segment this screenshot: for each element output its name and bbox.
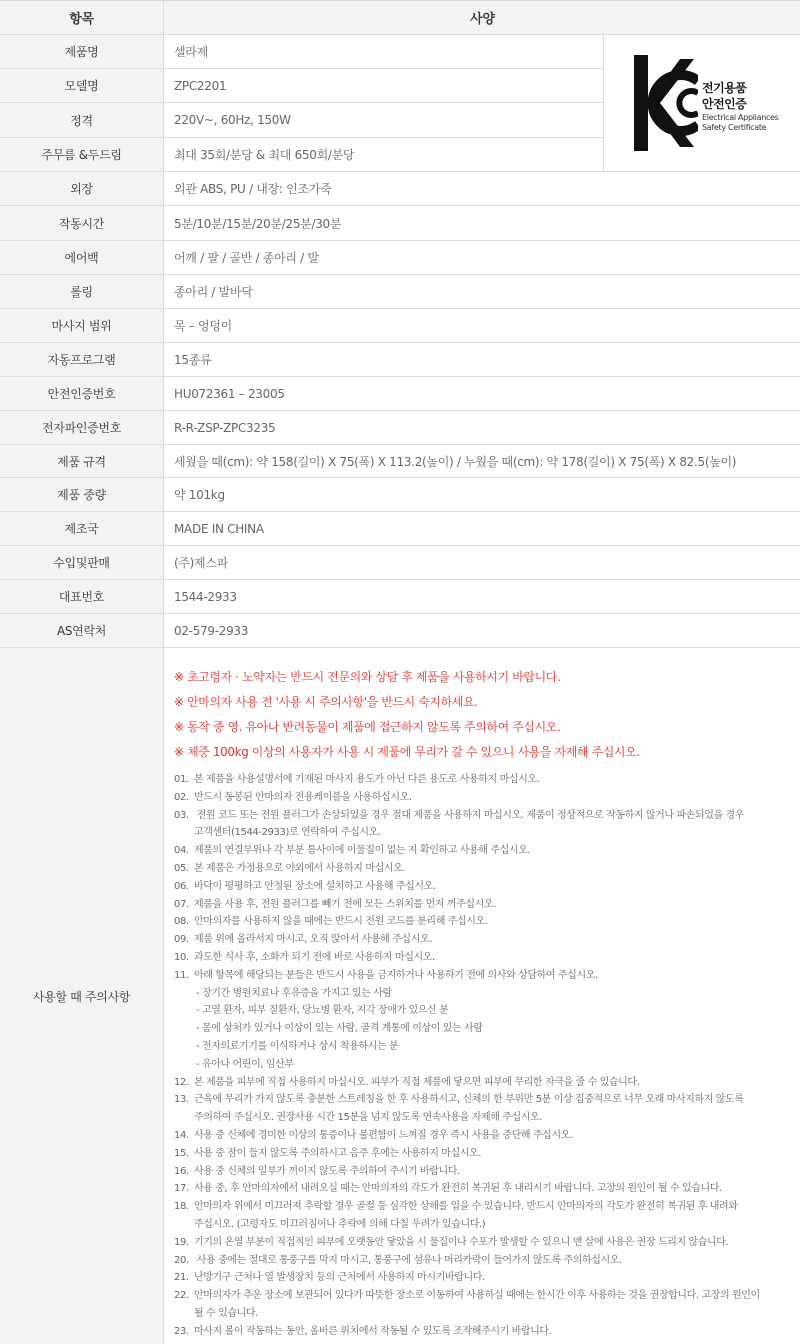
caution-note: [174, 1304, 258, 1319]
table-row: [0, 309, 800, 343]
note-number: 03.: [174, 809, 189, 821]
row-value: 목 – 엉덩이: [174, 319, 232, 333]
row-label: 롤링: [0, 275, 164, 308]
row-label: 제품명: [0, 35, 164, 68]
note-text: 본 제품을 사용설명서에 기재된 마사지 용도가 아닌 다른 용도로 사용하지 마십시오.: [194, 774, 540, 785]
caution-note: [174, 877, 436, 892]
caution-note: [174, 1233, 728, 1248]
table-row: [0, 478, 800, 512]
note-number: 07.: [174, 898, 189, 910]
note-number: 15.: [174, 1147, 189, 1159]
row-value: 15종류: [174, 353, 212, 367]
row-label: 작동시간: [0, 206, 164, 240]
row-value: 어깨 / 팔 / 골반 / 종아리 / 발: [174, 251, 319, 265]
row-label: 에어백: [0, 241, 164, 274]
note-text: 안마의자 위에서 미끄러져 추락할 경우 골절 등 심각한 상해를 입을 수 있습니다. 반드시 안마의자의 각도가 완전히 복귀된 후 내려와: [194, 1201, 738, 1213]
caution-note: [174, 930, 432, 945]
note-text: - 전자의료기기를 이식하거나 상시 착용하시는 분: [196, 1041, 399, 1052]
header-item: 항목: [0, 1, 164, 34]
note-text: 제품 위에 올라서지 마시고, 오직 앉아서 사용해 주십시오.: [194, 934, 432, 946]
row-value: HU072361 – 23005: [174, 386, 285, 401]
kc-label-2: 안전인증: [702, 97, 747, 111]
caution-note: [174, 788, 412, 803]
table-row: [0, 512, 800, 546]
row-label: 정격: [0, 103, 164, 137]
caution-note: [174, 948, 435, 963]
note-text: 고객센터(1544-2933)로 연락하여 주십시오.: [194, 827, 381, 839]
caution-note: [174, 1126, 573, 1141]
kc-label-3: Electrical Appliances: [702, 113, 779, 122]
table-row: [0, 275, 800, 309]
warning-line: ※ 안마의자 사용 전 '사용 시 주의사항'을 반드시 숙지하세요.: [174, 695, 478, 709]
warning-line: ※ 초고령자 · 노약자는 반드시 전문의와 상담 후 제품을 사용하시기 바랍니다.: [174, 670, 561, 684]
note-text: 반드시 동봉된 안마의자 전용케이블을 사용하십시오.: [194, 791, 412, 803]
note-number: 01.: [174, 774, 189, 785]
note-text: 될 수 있습니다.: [194, 1308, 258, 1319]
row-value: 220V~, 60Hz, 150W: [174, 113, 291, 127]
row-value: 02-579-2933: [174, 623, 249, 638]
note-text: - 고열 환자, 피부 질환자, 당뇨병 환자, 지각 장애가 있으신 분: [196, 1005, 449, 1017]
row-value: MADE IN CHINA: [174, 521, 264, 536]
caution-note: [174, 1197, 738, 1212]
note-text: 주의하여 주십시오. 권장사용 시간 15분을 넘지 않도록 연속사용을 자제해 주십시오.: [194, 1112, 543, 1124]
caution-note: [174, 1073, 639, 1088]
note-number: 23.: [174, 1325, 189, 1337]
note-text: - 장기간 병원치료나 후유증을 가지고 있는 사람: [196, 987, 392, 999]
note-number: 22.: [174, 1290, 189, 1302]
caution-note: [174, 823, 381, 838]
row-label: 제조국: [0, 512, 164, 545]
row-label: 제품 규격: [0, 445, 164, 477]
row-value: 외관 ABS, PU / 내장: 인조가죽: [174, 182, 332, 196]
caution-note: [174, 859, 405, 874]
note-text: 전원 코드 또는 전원 플러그가 손상되었을 경우 절대 제품을 사용하지 마십시오. 제품이 정상적으로 작동하지 않거나 파손되었을 경우: [194, 809, 745, 821]
note-number: 16.: [174, 1165, 189, 1177]
note-text: - 몸에 상처가 있거나 이상이 있는 사람, 골격 계통에 이상이 있는 사람: [196, 1023, 483, 1035]
caution-note: [174, 1055, 294, 1070]
row-value: (주)제스파: [174, 556, 228, 570]
row-value: 최대 35회/분당 & 최대 650회/분당: [174, 148, 355, 162]
table-row: [0, 580, 800, 614]
caution-note: [174, 1162, 460, 1177]
note-number: 06.: [174, 880, 189, 892]
caution-note: [174, 895, 496, 910]
note-text: 아래 항목에 해당되는 분들은 반드시 사용을 금지하거나 사용하기 전에 의사와 상담하여 주십시오.: [194, 969, 598, 981]
table-row: [0, 411, 800, 445]
caution-note: [174, 1001, 448, 1016]
row-label: 수입및판매: [0, 546, 164, 579]
note-text: 본 제품은 가정용으로 야외에서 사용하지 마십시오.: [194, 863, 406, 874]
note-number: 10.: [174, 952, 189, 963]
row-value: 세웠을 때(cm): 약 158(길이) X 75(폭) X 113.2(높이) / 누웠을 때(cm): 약 178(길이) X 75(폭) X 82.5(높이): [174, 454, 737, 469]
caution-note: [174, 1215, 485, 1230]
note-number: 17.: [174, 1183, 189, 1195]
note-text: 제품의 연결부위나 각 부분 틈사이에 이물질이 없는 지 확인하고 사용해 주십시오.: [194, 845, 531, 857]
kc-label-1: 전기용품: [702, 81, 747, 95]
note-text: 사용 중 신체에 경미한 이상의 통증이나 불편함이 느껴질 경우 즉시 사용을 중단해 주십시오.: [194, 1130, 573, 1141]
caution-note: [174, 1144, 481, 1159]
note-text: 바닥이 평평하고 안정된 장소에 설치하고 사용해 주십시오.: [194, 880, 436, 892]
note-text: - 유아나 어린이, 임산부: [196, 1058, 294, 1070]
note-text: 제품을 사용 후, 전원 플러그를 빼기 전에 모든 스위치를 먼저 꺼주십시오.: [194, 898, 496, 910]
table-row: [0, 445, 800, 478]
table-row: [0, 377, 800, 411]
note-text: 사용 중에는 절대로 통풍구를 막지 마시고, 통풍구에 섬유나 머리카락이 들어가지 않도록 주의하십시오.: [194, 1254, 622, 1266]
caution-note: [174, 1090, 744, 1105]
caution-note: [174, 1108, 542, 1123]
warning-line: ※ 체중 100kg 이상의 사용자가 사용 시 제품에 무리가 갈 수 있으니 사용을 자제해 주십시오.: [174, 745, 640, 759]
warning-line: ※ 동작 중 영. 유아나 반려동물이 제품에 접근하지 않도록 주의하여 주십시오.: [174, 720, 561, 734]
note-number: 13.: [174, 1094, 189, 1106]
note-text: 마사지 볼이 작동하는 동안, 올바른 위치에서 작동될 수 있도록 조작해주시기 바랍니다.: [194, 1325, 552, 1337]
kc-certification-mark: [603, 35, 800, 172]
caution-note: [174, 1179, 722, 1194]
note-text: 난방기구 근처나 열 발생장치 등의 근처에서 사용하지 마시기바랍니다.: [194, 1272, 485, 1284]
caution-note: [174, 912, 488, 927]
caution-note: [174, 1286, 760, 1301]
row-value: R-R-ZSP-ZPC3235: [174, 420, 276, 435]
row-value: 약 101kg: [174, 488, 225, 502]
note-number: 11.: [174, 969, 189, 981]
row-label: 안전인증번호: [0, 377, 164, 410]
note-text: 근육에 무리가 가지 않도록 충분한 스트레칭을 한 후 사용하시고, 신체의 한 부위만 5분 이상 집중적으로 너무 오래 마사지하지 않도록: [194, 1094, 744, 1106]
table-row: [0, 172, 800, 206]
kc-label-4: Safety Certificate: [702, 123, 767, 132]
caution-label: 사용할 때 주의사항: [0, 648, 164, 1344]
row-label: 외장: [0, 172, 164, 205]
note-number: 20.: [174, 1254, 189, 1266]
row-value: 셀라제: [174, 45, 208, 59]
row-label: 대표번호: [0, 580, 164, 613]
note-text: 사용 중, 후 안마의자에서 내려오실 때는 안마의자의 각도가 완전히 복귀된 후 내리시기 바랍니다. 고장의 원인이 될 수 있습니다.: [194, 1183, 722, 1195]
note-text: 과도한 식사 후, 소화가 되기 전에 바로 사용하지 마십시오.: [194, 952, 435, 963]
note-number: 19.: [174, 1236, 189, 1248]
row-label: 전자파인증번호: [0, 411, 164, 444]
note-number: 08.: [174, 916, 189, 928]
row-label: 주무름 &두드림: [0, 138, 164, 171]
note-number: 09.: [174, 934, 189, 946]
note-number: 18.: [174, 1201, 189, 1213]
caution-note: [174, 770, 539, 785]
caution-note: [174, 806, 744, 821]
note-number: 21.: [174, 1272, 189, 1284]
caution-note: [174, 1251, 622, 1266]
row-label: 마사지 범위: [0, 309, 164, 342]
note-number: 12.: [174, 1076, 189, 1088]
note-number: 02.: [174, 791, 189, 803]
row-value: 1544-2933: [174, 589, 237, 604]
note-text: 안마의자를 사용하지 않을 때에는 반드시 전원 코드를 분리해 주십시오.: [194, 916, 488, 928]
note-text: 본 제품을 피부에 직접 사용하지 마십시오. 피부가 직접 제품에 닿으면 피부에 무리한 자극을 줄 수 있습니다.: [194, 1076, 640, 1088]
caution-row: [0, 648, 800, 1344]
table-header: [0, 1, 800, 35]
row-value: ZPC2201: [174, 78, 227, 93]
row-value: 종아리 / 발바닥: [174, 285, 253, 299]
table-row: [0, 206, 800, 241]
note-text: 기기의 온열 부분이 직접적인 피부에 오랫동안 닿았을 시 물집이나 수포가 발생할 수 있으니 맨 살에 사용은 권장 드리지 않습니다.: [194, 1236, 729, 1248]
note-number: 14.: [174, 1130, 189, 1141]
table-row: [0, 343, 800, 377]
row-value: 5분/10분/15분/20분/25분/30분: [174, 216, 342, 231]
table-row: [0, 241, 800, 275]
caution-note: [174, 966, 598, 981]
row-label: 자동프로그램: [0, 343, 164, 376]
caution-note: [174, 1019, 483, 1034]
kc-logo-icon: [634, 55, 698, 151]
table-row: [0, 614, 800, 648]
note-text: 사용 중 잠이 들지 않도록 주의하시고 음주 후에는 사용하지 마십시오.: [194, 1147, 482, 1159]
caution-note: [174, 841, 530, 856]
row-label: AS연락처: [0, 614, 164, 647]
caution-note: [174, 1037, 398, 1052]
caution-note: [174, 1322, 551, 1337]
caution-note: [174, 1268, 485, 1283]
row-label: 제품 중량: [0, 478, 164, 511]
caution-note: [174, 984, 392, 999]
note-text: 안마의자가 추운 장소에 보관되어 있다가 따뜻한 장소로 이동하여 사용하실 때에는 한시간 이후 사용하는 것을 권장합니다. 고장의 원인이: [194, 1290, 760, 1302]
note-number: 05.: [174, 863, 189, 874]
note-text: 사용 중 신체의 일부가 끼이지 않도록 주의하여 주시기 바랍니다.: [194, 1165, 460, 1177]
note-number: 04.: [174, 845, 189, 857]
header-spec: 사양: [469, 12, 496, 27]
note-text: 주십시오. (고령자도 미끄러짐이나 추락에 의해 다칠 우려가 있습니다.): [194, 1219, 486, 1230]
row-label: 모델명: [0, 69, 164, 102]
table-row: [0, 546, 800, 580]
